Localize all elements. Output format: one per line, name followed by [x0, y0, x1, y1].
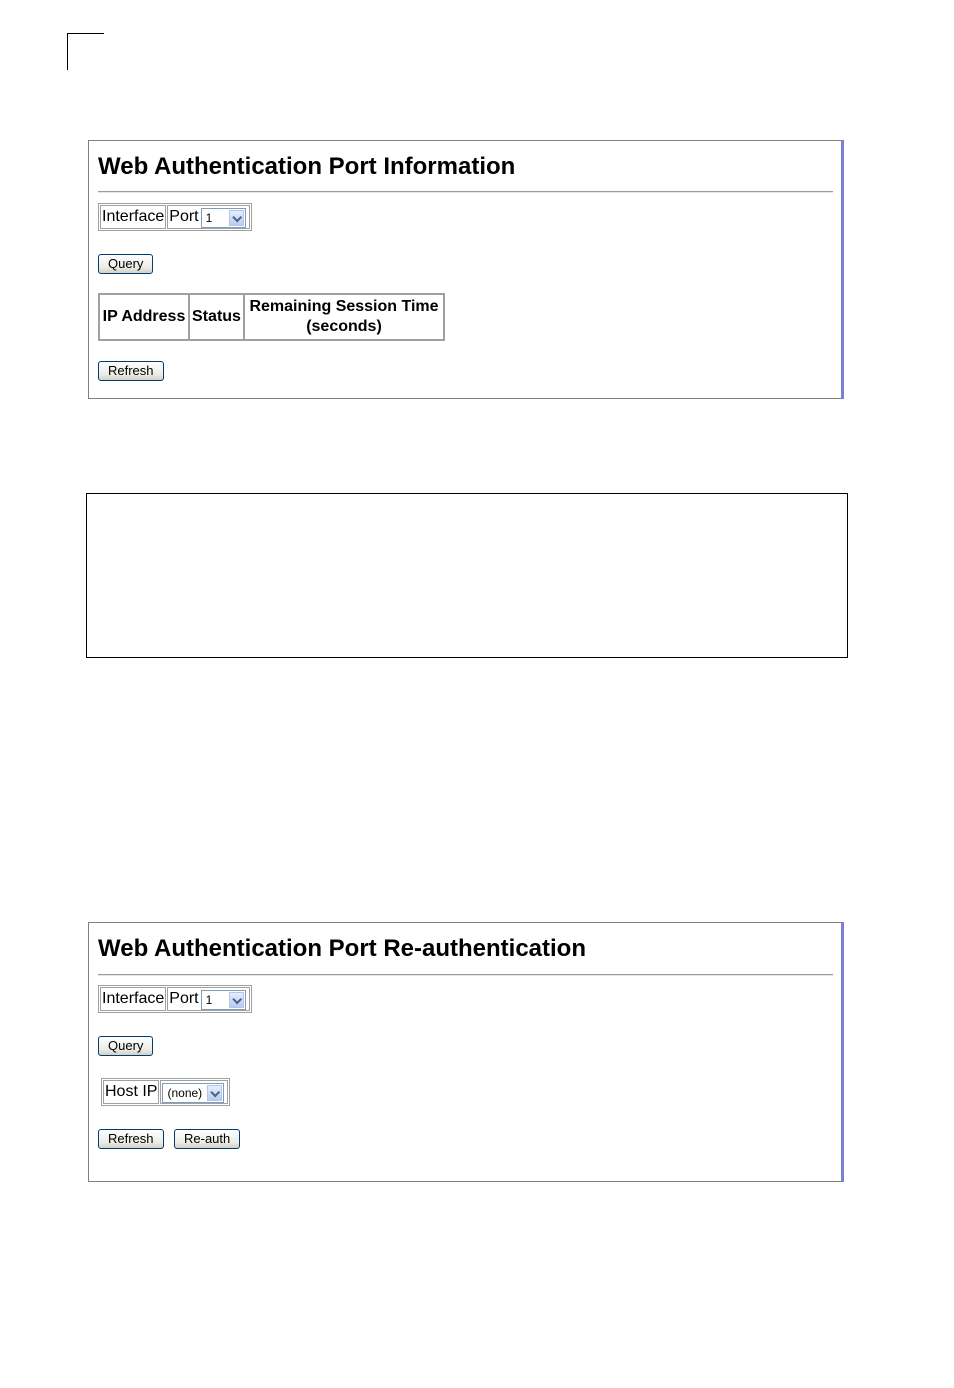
port-select-value: 1	[205, 211, 213, 225]
refresh-button[interactable]: Refresh	[98, 1129, 164, 1149]
interface-label: Interface	[100, 987, 166, 1011]
host-ip-selector	[101, 1078, 230, 1106]
host-ip-cell	[160, 1080, 228, 1104]
host-ip-select[interactable]	[162, 1083, 224, 1103]
port-select-value: 1	[205, 993, 213, 1007]
col-ip-address: IP Address	[99, 294, 189, 340]
port-cell	[167, 205, 249, 229]
reauth-button[interactable]: Re-auth	[174, 1129, 240, 1149]
interface-label: Interface	[100, 205, 166, 229]
chevron-down-icon[interactable]	[229, 210, 244, 226]
blank-content-box	[86, 493, 848, 658]
host-ip-label: Host IP	[103, 1080, 159, 1104]
port-label: Port	[169, 990, 199, 1007]
query-button[interactable]: Query	[98, 1036, 153, 1056]
host-ip-select-value: (none)	[167, 1086, 203, 1100]
port-select[interactable]	[201, 990, 246, 1010]
col-remaining-session-time: Remaining Session Time (seconds)	[244, 294, 444, 340]
col-status: Status	[189, 294, 244, 340]
refresh-button[interactable]: Refresh	[98, 361, 164, 381]
chevron-down-icon[interactable]	[229, 992, 244, 1008]
page-corner-mark	[67, 33, 104, 70]
port-label: Port	[169, 208, 199, 225]
port-cell	[167, 987, 249, 1011]
port-select[interactable]	[201, 208, 246, 228]
web-auth-port-reauth-panel	[88, 922, 844, 1182]
session-table	[98, 293, 445, 341]
web-auth-port-info-panel	[88, 140, 844, 399]
query-button[interactable]: Query	[98, 254, 153, 274]
interface-selector	[98, 985, 252, 1013]
chevron-down-icon[interactable]	[207, 1085, 222, 1101]
page-title-reauth: Web Authentication Port Re-authentication	[98, 935, 587, 962]
title-divider	[98, 974, 833, 976]
interface-selector	[98, 203, 252, 231]
page-title: Web Authentication Port Information	[98, 153, 516, 180]
title-divider	[98, 191, 833, 193]
